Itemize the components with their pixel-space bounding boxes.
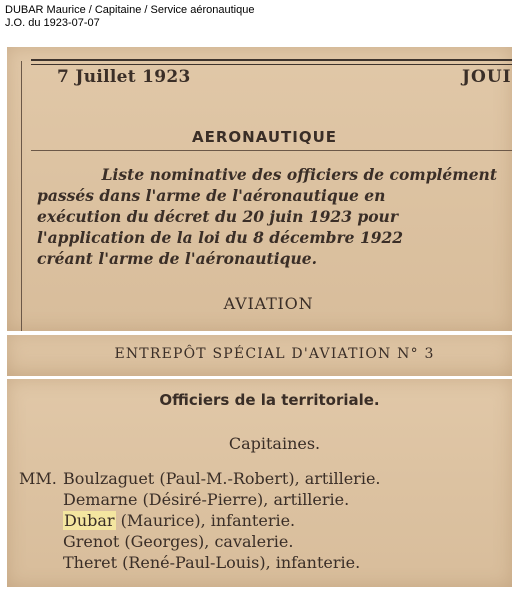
decree-paragraph bbox=[37, 164, 497, 269]
paragraph-line: passés dans l'arme de l'aéronautique en bbox=[37, 186, 386, 205]
officer-entry bbox=[19, 489, 381, 510]
officer-details: (Paul-M.-Robert), artillerie. bbox=[159, 469, 381, 488]
honorific: MM. bbox=[19, 469, 57, 488]
paragraph-line: créant l'arme de l'aéronautique. bbox=[37, 249, 317, 268]
officer-details: (René-Paul-Louis), infanterie. bbox=[122, 553, 361, 572]
header-rule bbox=[31, 150, 512, 151]
officer-details: (Maurice), infanterie. bbox=[120, 511, 296, 530]
officer-details: (Georges), cavalerie. bbox=[124, 532, 294, 551]
page-date: 7 Juillet 1923 bbox=[57, 67, 191, 87]
top-rule-thin bbox=[31, 64, 512, 65]
paragraph-line: l'application de la loi du 8 décembre 1922 bbox=[37, 228, 404, 247]
officer-details: (Désiré-Pierre), artillerie. bbox=[142, 490, 350, 509]
paragraph-line: exécution du décret du 20 juin 1923 pour bbox=[37, 207, 398, 226]
officer-surname: Theret bbox=[63, 553, 117, 572]
column-edge bbox=[21, 61, 22, 331]
caption-source: J.O. du 1923-07-07 bbox=[5, 17, 100, 29]
officer-surname-highlighted: Dubar bbox=[64, 511, 115, 530]
officer-entry-highlighted bbox=[19, 510, 381, 531]
officer-surname: Grenot bbox=[63, 532, 120, 551]
clipping-officers-panel bbox=[7, 379, 512, 587]
top-rule bbox=[31, 59, 512, 61]
officer-entry bbox=[19, 552, 381, 573]
officer-surname: Demarne bbox=[63, 490, 138, 509]
officer-entry bbox=[19, 531, 381, 552]
rank-heading: Capitaines. bbox=[228, 434, 321, 453]
depot-heading: ENTREPÔT SPÉCIAL D'AVIATION N° 3 bbox=[114, 346, 435, 362]
officers-heading: Officiers de la territoriale. bbox=[159, 391, 380, 409]
officer-entry bbox=[19, 468, 381, 489]
journal-title: JOUI bbox=[462, 67, 512, 87]
clipping-depot-panel bbox=[7, 335, 512, 376]
paragraph-line: Liste nominative des officiers de complément bbox=[101, 165, 497, 184]
caption bbox=[5, 4, 254, 30]
section-title: AERONAUTIQUE bbox=[191, 128, 338, 146]
caption-title: DUBAR Maurice / Capitaine / Service aéronautique bbox=[5, 4, 255, 16]
clipping-header-panel bbox=[7, 47, 512, 331]
aviation-heading: AVIATION bbox=[223, 294, 314, 313]
officer-surname: Boulzaguet bbox=[63, 469, 155, 488]
officer-list bbox=[19, 468, 381, 573]
